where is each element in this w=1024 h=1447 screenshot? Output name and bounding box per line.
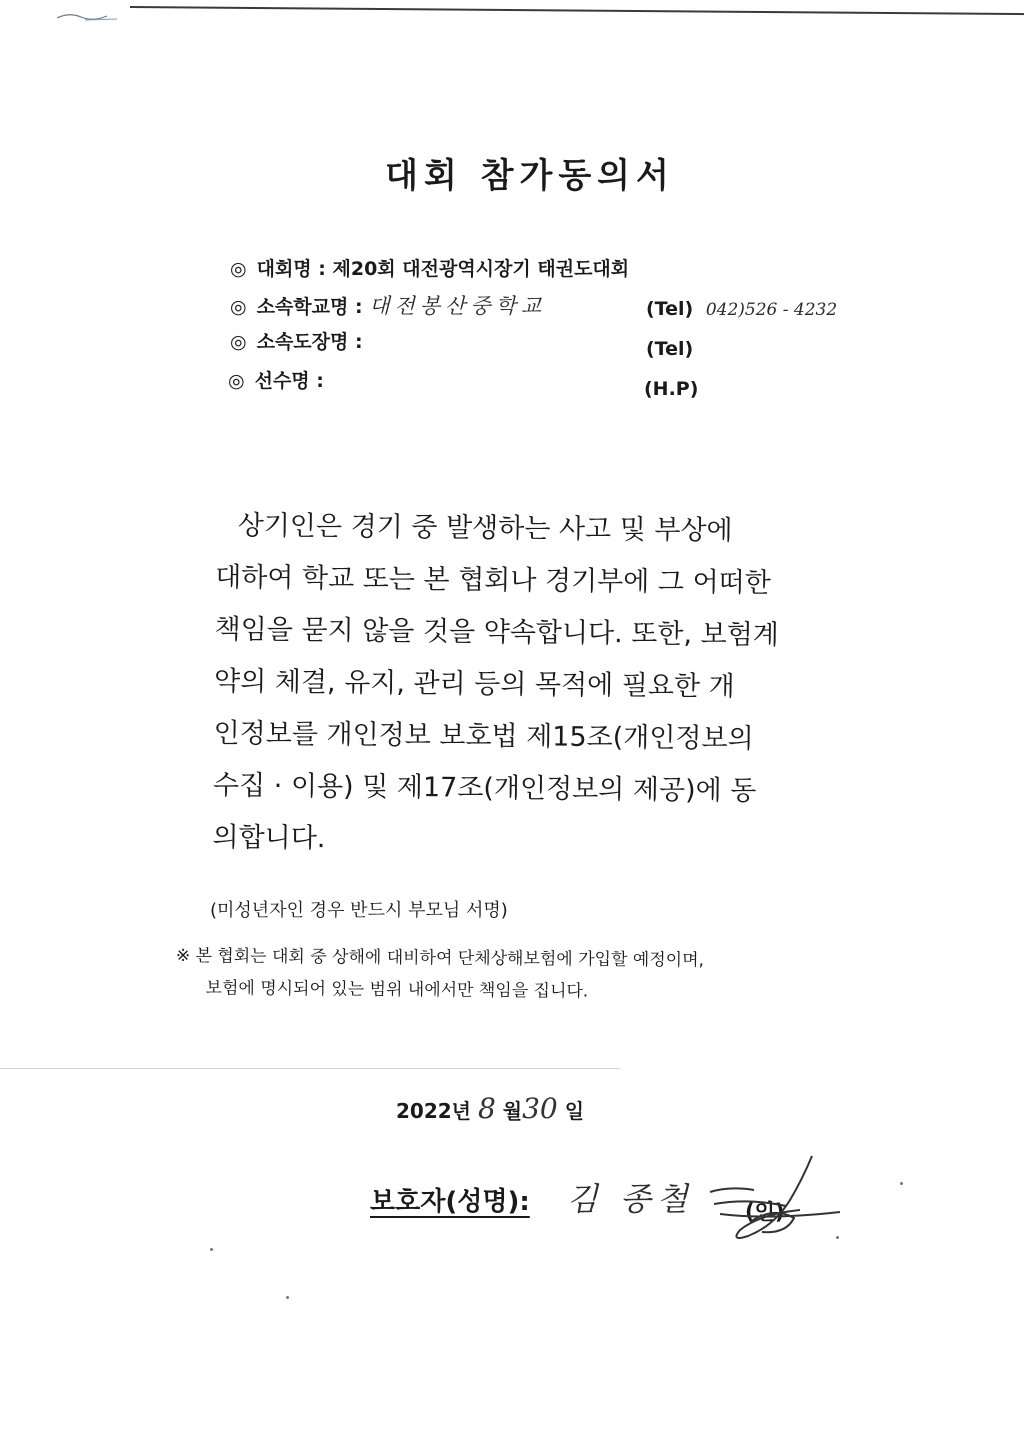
school-row: [230, 290, 546, 320]
body-line: 약의 체결, 유지, 관리 등의 목적에 필요한 개: [213, 665, 735, 703]
date-line: [396, 1092, 584, 1125]
guardian-name: 김 종철: [566, 1180, 694, 1218]
body-line: 의합니다.: [212, 821, 326, 855]
school-tel-label: (Tel): [646, 298, 694, 320]
date-month-value: 8: [477, 1092, 496, 1125]
scan-speck: [900, 1182, 903, 1185]
competition-value: 제20회 대전광역시장기 태권도대회: [332, 258, 630, 280]
body-line: 상기인은 경기 중 발생하는 사고 및 부상에: [237, 510, 733, 547]
body-line: 책임을 묻지 않을 것을 약속합니다. 또한, 보험계: [214, 613, 779, 651]
competition-label: 대회명 :: [256, 258, 326, 280]
consent-body: [212, 500, 816, 870]
athlete-hp-label: (H.P): [644, 378, 699, 400]
scan-artifact: [55, 8, 125, 22]
scan-edge: [130, 6, 1024, 15]
body-line: 대하여 학교 또는 본 협회나 경기부에 그 어떠한: [215, 561, 771, 599]
athlete-label: 선수명 :: [254, 370, 324, 392]
guardian-label: 보호자(성명):: [370, 1187, 530, 1217]
school-tel-value: 042)526 - 4232: [705, 300, 838, 320]
signature-icon: [690, 1150, 850, 1250]
dojang-row: [230, 327, 363, 354]
insurance-notice: [175, 940, 856, 1010]
scan-speck: [286, 1296, 289, 1299]
bullet-icon: ◎: [230, 331, 247, 353]
document-title: 대회 참가동의서: [385, 156, 675, 196]
scan-speck: [836, 1236, 839, 1239]
date-day-value: 30: [522, 1092, 558, 1125]
school-value: 대전봉산중학교: [369, 294, 547, 318]
school-label: 소속학교명 :: [256, 296, 363, 318]
date-month-unit: 월: [502, 1099, 523, 1123]
competition-row: [230, 254, 629, 281]
athlete-row: [228, 366, 324, 393]
minor-note: (미성년자인 경우 반드시 부모님 서명): [210, 900, 508, 921]
date-day-unit: 일: [564, 1099, 585, 1123]
notice-line: 보험에 명시되어 있는 범위 내에서만 책임을 집니다.: [205, 978, 589, 1002]
bullet-icon: ◎: [230, 258, 247, 280]
seal-label: (인): [745, 1200, 785, 1224]
fold-line: [0, 1068, 620, 1069]
scan-speck: [210, 1248, 213, 1251]
body-line: 수집 · 이용) 및 제17조(개인정보의 제공)에 동: [212, 769, 757, 807]
bullet-icon: ◎: [230, 296, 247, 318]
date-year: 2022년: [396, 1099, 471, 1123]
body-line: 인정보를 개인정보 보호법 제15조(개인정보의: [213, 717, 754, 755]
dojang-label: 소속도장명 :: [256, 331, 363, 353]
dojang-tel-label: (Tel): [646, 338, 694, 360]
bullet-icon: ◎: [228, 370, 245, 392]
notice-line: ※ 본 협회는 대회 중 상해에 대비하여 단체상해보험에 가입할 예정이며,: [175, 945, 705, 971]
guardian-line: [370, 1174, 694, 1220]
school-tel: [646, 298, 837, 320]
